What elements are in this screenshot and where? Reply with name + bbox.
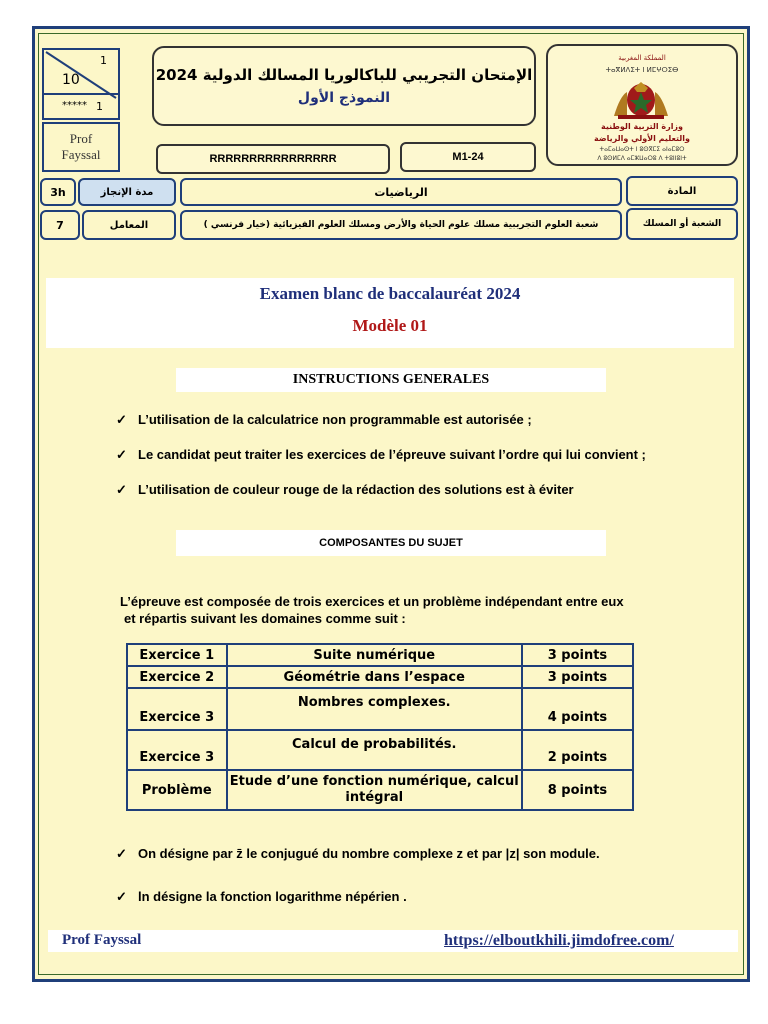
branch-label-text: الشعبة أو المسلك xyxy=(642,219,722,229)
check-icon: ✓ xyxy=(116,482,127,497)
instruction-text-1: L’utilisation de la calculatrice non programmable est autorisée ; xyxy=(138,412,532,427)
exercise-name: Exercice 1 xyxy=(127,644,227,666)
exercise-name: Exercice 2 xyxy=(127,666,227,688)
prof-box xyxy=(42,122,120,172)
exercise-topic: Etude d’une fonction numérique, calcul intégral xyxy=(227,770,522,810)
coef-value-text: 7 xyxy=(56,218,64,232)
model-code-value: M1-24 xyxy=(452,151,484,163)
prof-line1: Prof xyxy=(69,131,93,146)
exercise-points: 3 points xyxy=(522,644,633,666)
coef-label-text: المعامل xyxy=(109,219,149,231)
kingdom-tifinagh: ⵜⴰⴳⵍⴷⵉⵜ ⵏ ⵍⵎⵖⵔⵉⴱ xyxy=(605,66,679,74)
note-item-1 xyxy=(116,846,600,862)
table-row xyxy=(127,770,633,810)
code-field xyxy=(156,144,390,174)
instruction-item-1 xyxy=(116,412,532,428)
score-stars: ***** xyxy=(62,100,87,111)
score-box xyxy=(42,48,120,120)
duration-label xyxy=(78,178,176,206)
prof-line2: Fayssal xyxy=(61,147,101,162)
check-icon: ✓ xyxy=(116,846,127,861)
table-row xyxy=(127,688,633,730)
arabic-subtitle: النموذج الأول xyxy=(297,90,391,106)
duration-value-text: 3h xyxy=(50,185,66,199)
exercise-points: 2 points xyxy=(522,730,633,770)
duration-value xyxy=(40,178,76,206)
coat-of-arms-icon xyxy=(610,78,672,120)
score-bottom-right: 1 xyxy=(96,100,103,113)
table-row xyxy=(127,730,633,770)
duration-label-text: مدة الإنجاز xyxy=(100,186,154,198)
check-icon: ✓ xyxy=(116,889,127,904)
instructions-heading: INSTRUCTIONS GENERALES xyxy=(176,368,606,392)
exam-title: Examen blanc de baccalauréat 2024 xyxy=(259,284,521,303)
exercise-topic: Nombres complexes. xyxy=(227,688,522,730)
composantes-heading: COMPOSANTES DU SUJET xyxy=(176,530,606,556)
exercise-name: Problème xyxy=(127,770,227,810)
exercise-points: 4 points xyxy=(522,688,633,730)
footer-url-link[interactable]: https://elboutkhili.jimdofree.com/ xyxy=(444,932,674,949)
exercise-topic: Calcul de probabilités. xyxy=(227,730,522,770)
note-item-2 xyxy=(116,889,407,905)
instruction-item-3 xyxy=(116,482,574,498)
coef-label xyxy=(82,210,176,240)
note-text-2: ln désigne la fonction logarithme népérien . xyxy=(138,889,407,904)
subject-label xyxy=(626,176,738,206)
arabic-title: الإمتحان التجريبي للباكالوريا المسالك الدولية 2024 xyxy=(155,66,533,84)
ministry-tif-2: ⴷ ⵓⵙⵍⵎⴷ ⴰⵎⵣⵡⴰⵔⵓ ⴷ ⵜⵓⵏⵏⵓⵏⵜ xyxy=(597,155,687,162)
model-code-field xyxy=(400,142,536,172)
branch-label xyxy=(626,208,738,240)
table-row xyxy=(127,666,633,688)
table-row xyxy=(127,644,633,666)
check-icon: ✓ xyxy=(116,412,127,427)
kingdom-ar: المملكة المغربية xyxy=(618,54,666,62)
check-icon: ✓ xyxy=(116,447,127,462)
composantes-intro-1: L’épreuve est composée de trois exercices et un problème indépendant entre eux xyxy=(120,594,624,609)
ministry-ar-1: وزارة التربية الوطنية xyxy=(601,122,684,131)
composantes-intro-2: et répartis suivant les domaines comme suit : xyxy=(124,611,406,626)
instruction-item-2 xyxy=(116,447,646,463)
branch-value xyxy=(180,210,622,240)
branch-value-text: شعبة العلوم التجريبية مسلك علوم الحياة والأرض ومسلك العلوم الفيزيائية (خيار فرنسي ) xyxy=(203,220,599,230)
arabic-title-box xyxy=(152,46,536,126)
score-top-right: 1 xyxy=(100,54,107,67)
points-table xyxy=(126,643,634,811)
ministry-ar-2: والتعليم الأولي والرياضة xyxy=(594,134,690,143)
exam-model: Modèle 01 xyxy=(352,316,428,335)
exercise-name: Exercice 3 xyxy=(127,688,227,730)
page-inner-frame xyxy=(38,33,744,975)
instruction-text-2: Le candidat peut traiter les exercices de l’épreuve suivant l’ordre qui lui convient ; xyxy=(138,447,646,462)
footer-author: Prof Fayssal xyxy=(62,932,142,948)
subject-value xyxy=(180,178,622,206)
subject-value-text: الرياضيات xyxy=(374,185,428,199)
exercise-topic: Géométrie dans l’espace xyxy=(227,666,522,688)
exercise-points: 3 points xyxy=(522,666,633,688)
exercise-points: 8 points xyxy=(522,770,633,810)
code-field-value: RRRRRRRRRRRRRRRR xyxy=(209,153,337,165)
exercise-topic: Suite numérique xyxy=(227,644,522,666)
ministry-box xyxy=(546,44,738,166)
subject-label-text: المادة xyxy=(667,185,697,197)
ministry-tif-1: ⵜⴰⵎⴰⵡⴰⵙⵜ ⵏ ⵓⵙⴳⵎⵉ ⴰⵏⴰⵎⵓⵔ xyxy=(599,146,685,153)
coef-value xyxy=(40,210,80,240)
exercise-name: Exercice 3 xyxy=(127,730,227,770)
instruction-text-3: L’utilisation de couleur rouge de la rédaction des solutions est à éviter xyxy=(138,482,574,497)
score-value: 10 xyxy=(62,72,80,88)
note-text-1: On désigne par z̄ le conjugué du nombre complexe z et par |z| son module. xyxy=(138,846,600,861)
